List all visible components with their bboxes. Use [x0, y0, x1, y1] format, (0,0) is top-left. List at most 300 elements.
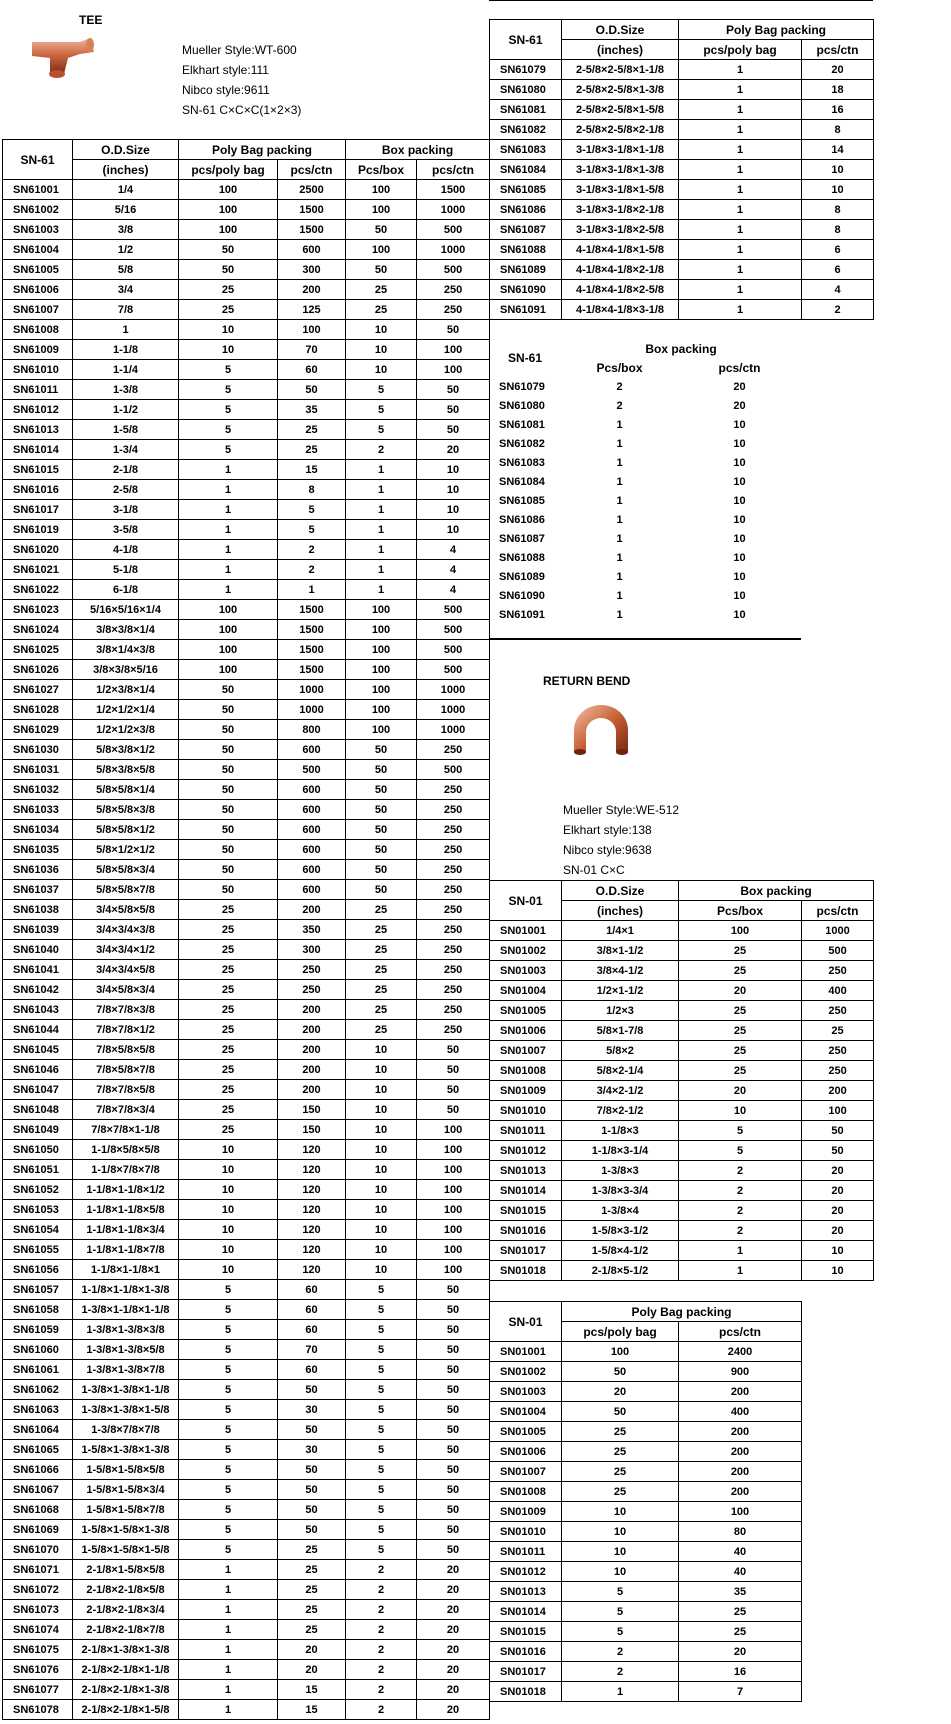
item-code: SN61089 [499, 570, 545, 583]
table-row [3, 1080, 490, 1100]
table-cell: 5 [346, 400, 417, 420]
table-row [3, 540, 490, 560]
header-pcs-ctn: pcs/ctn [679, 1322, 802, 1342]
header-pcs-poly-bag: pcs/poly bag [679, 40, 802, 60]
item-code: SN01011 [490, 1121, 562, 1141]
table-cell: 14 [802, 140, 874, 160]
table-cell: 600 [278, 240, 346, 260]
table-cell: 30 [278, 1440, 346, 1460]
table-row [490, 1041, 874, 1061]
header-pcs-ctn: pcs/ctn [802, 40, 874, 60]
table-row [3, 720, 490, 740]
table-cell: 10 [179, 1140, 278, 1160]
item-code: SN61039 [3, 920, 73, 940]
table-cell: 600 [278, 800, 346, 820]
table-cell: 1-1/8×3-1/4 [562, 1141, 679, 1161]
item-code: SN61002 [3, 200, 73, 220]
table-cell: 1 [679, 180, 802, 200]
table-row [3, 1020, 490, 1040]
table-cell: 20 [417, 1560, 490, 1580]
table-cell: 10 [179, 1200, 278, 1220]
table-row [3, 520, 490, 540]
item-code: SN61061 [3, 1360, 73, 1380]
table-cell: 1 [179, 540, 278, 560]
table-row [489, 510, 801, 529]
table-row [490, 1201, 874, 1221]
table-cell: 50 [802, 1141, 874, 1161]
table-cell: 100 [179, 180, 278, 200]
table-cell: 120 [278, 1220, 346, 1240]
table-cell: 15 [278, 1680, 346, 1700]
table-cell: 35 [278, 400, 346, 420]
table-cell: 1 [679, 1241, 802, 1261]
table-cell: 100 [417, 1180, 490, 1200]
table-cell: 5 [179, 1360, 278, 1380]
table-cell: 1 [179, 520, 278, 540]
table-cell: 1 [679, 220, 802, 240]
table-row [3, 460, 490, 480]
table-cell: 5 [179, 1280, 278, 1300]
table-cell: 5 [179, 1480, 278, 1500]
item-code: SN01007 [490, 1462, 562, 1482]
table-cell: 10 [733, 532, 746, 545]
item-code: SN61043 [3, 1000, 73, 1020]
table-cell: 500 [802, 941, 874, 961]
item-code: SN61090 [490, 280, 562, 300]
table-row [3, 1260, 490, 1280]
table-cell: 5 [346, 1360, 417, 1380]
table-cell: 1 [679, 260, 802, 280]
table-cell: 10 [733, 551, 746, 564]
return-bend-fitting-image [570, 702, 632, 758]
table-cell: 5/8×5/8×1/4 [73, 780, 179, 800]
table-cell: 25 [679, 1021, 802, 1041]
table-cell: 5/8×2-1/4 [562, 1061, 679, 1081]
header-poly-bag-packing: Poly Bag packing [179, 140, 346, 160]
table-row [3, 1400, 490, 1420]
table-cell: 2 [616, 399, 623, 412]
table-cell: 3/8×4-1/2 [562, 961, 679, 981]
table-cell: 250 [417, 920, 490, 940]
table-cell: 10 [179, 1160, 278, 1180]
table-cell: 5 [346, 420, 417, 440]
table-cell: 800 [278, 720, 346, 740]
table-cell: 2-1/8 [73, 460, 179, 480]
table-cell: 50 [346, 840, 417, 860]
table-cell: 10 [179, 320, 278, 340]
table-cell: 125 [278, 300, 346, 320]
table-cell: 10 [733, 437, 746, 450]
table-cell: 500 [417, 620, 490, 640]
table-row [3, 1560, 490, 1580]
table-cell: 2 [346, 1580, 417, 1600]
table-cell: 100 [179, 200, 278, 220]
table-row [3, 1040, 490, 1060]
header-pcs-poly-bag: pcs/poly bag [179, 160, 278, 180]
item-code: SN61060 [3, 1340, 73, 1360]
table-cell: 80 [679, 1522, 802, 1542]
table-cell: 50 [179, 840, 278, 860]
item-code: SN61084 [490, 160, 562, 180]
tee-fitting-image [28, 30, 96, 82]
item-code: SN61035 [3, 840, 73, 860]
table-row [490, 60, 874, 80]
table-cell: 25 [346, 940, 417, 960]
table-cell: 25 [179, 1100, 278, 1120]
table-row [3, 920, 490, 940]
table-cell: 600 [278, 880, 346, 900]
table-cell: 50 [179, 240, 278, 260]
table-cell: 1000 [278, 680, 346, 700]
table-cell: 5/8×5/8×3/4 [73, 860, 179, 880]
table-cell: 1-1/8 [73, 340, 179, 360]
table-cell: 5 [179, 1320, 278, 1340]
table-cell: 50 [417, 400, 490, 420]
table-cell: 25 [562, 1442, 679, 1462]
table-cell: 50 [417, 380, 490, 400]
table-cell: 3/8 [73, 220, 179, 240]
item-code: SN01010 [490, 1522, 562, 1542]
table-cell: 600 [278, 740, 346, 760]
table-cell: 300 [278, 260, 346, 280]
tee-nibco-style: Nibco style:9611 [182, 83, 270, 97]
table-cell: 50 [179, 800, 278, 820]
table-cell: 10 [346, 1240, 417, 1260]
table-cell: 50 [417, 1360, 490, 1380]
table-cell: 1 [346, 540, 417, 560]
table-cell: 3-1/8 [73, 500, 179, 520]
item-code: SN61062 [3, 1380, 73, 1400]
table-cell: 500 [417, 640, 490, 660]
table-cell: 50 [179, 820, 278, 840]
table-cell: 100 [346, 700, 417, 720]
table-cell: 1-5/8×1-5/8×1-5/8 [73, 1540, 179, 1560]
table-cell: 1 [616, 551, 623, 564]
item-code: SN61016 [3, 480, 73, 500]
header-inches: (inches) [562, 901, 679, 921]
table-cell: 3-5/8 [73, 520, 179, 540]
table-cell: 100 [417, 1220, 490, 1240]
table-row [3, 320, 490, 340]
table-cell: 10 [802, 160, 874, 180]
table-cell: 120 [278, 1140, 346, 1160]
table-cell: 1-3/8×1-3/8×7/8 [73, 1360, 179, 1380]
item-code: SN61036 [3, 860, 73, 880]
item-code: SN01016 [490, 1642, 562, 1662]
table-row [490, 1001, 874, 1021]
table-cell: 1 [679, 80, 802, 100]
item-code: SN01017 [490, 1241, 562, 1261]
item-code: SN61074 [3, 1620, 73, 1640]
table-row [490, 1061, 874, 1081]
item-code: SN61046 [3, 1060, 73, 1080]
table-row [3, 1340, 490, 1360]
table-cell: 7/8×7/8×3/4 [73, 1100, 179, 1120]
table-row [3, 420, 490, 440]
table-cell: 30 [278, 1400, 346, 1420]
header-box-packing: Box packing [679, 881, 874, 901]
table-cell: 50 [346, 820, 417, 840]
table-row [490, 1642, 802, 1662]
table-cell: 10 [733, 494, 746, 507]
table-row [3, 1060, 490, 1080]
table-cell: 200 [278, 280, 346, 300]
table-cell: 7/8 [73, 300, 179, 320]
item-code: SN61069 [3, 1520, 73, 1540]
table-row [490, 1141, 874, 1161]
item-code: SN61021 [3, 560, 73, 580]
table-cell: 25 [179, 1120, 278, 1140]
table-cell: 1 [679, 280, 802, 300]
table-cell: 50 [562, 1362, 679, 1382]
table-cell: 20 [679, 981, 802, 1001]
table-cell: 3/4×3/4×3/8 [73, 920, 179, 940]
table-row [3, 1700, 490, 1720]
table-row [3, 880, 490, 900]
tee-large-poly-table [489, 19, 874, 320]
table-cell: 50 [417, 1080, 490, 1100]
item-code: SN61015 [3, 460, 73, 480]
table-cell: 5 [346, 1500, 417, 1520]
item-code: SN61038 [3, 900, 73, 920]
table-cell: 250 [417, 980, 490, 1000]
table-cell: 5/8×2 [562, 1041, 679, 1061]
table-cell: 2-1/8×2-1/8×3/4 [73, 1600, 179, 1620]
table-cell: 25 [278, 1560, 346, 1580]
table-cell: 100 [179, 220, 278, 240]
tee-title: TEE [79, 13, 103, 27]
table-cell: 1-3/8×1-1/8×1-1/8 [73, 1300, 179, 1320]
table-cell: 1 [679, 240, 802, 260]
table-row [3, 1160, 490, 1180]
table-cell: 8 [802, 200, 874, 220]
table-row [3, 1640, 490, 1660]
table-row [490, 1362, 802, 1382]
table-cell: 2 [346, 1640, 417, 1660]
item-code: SN01001 [490, 1342, 562, 1362]
table-row [3, 1100, 490, 1120]
table-cell: 1-1/8×5/8×5/8 [73, 1140, 179, 1160]
table-cell: 100 [179, 660, 278, 680]
table-cell: 5/8×3/8×5/8 [73, 760, 179, 780]
item-code: SN61050 [3, 1140, 73, 1160]
table-cell: 50 [417, 420, 490, 440]
header-pcs-ctn: pcs/ctn [417, 160, 490, 180]
item-code: SN61040 [3, 940, 73, 960]
table-cell: 20 [417, 1600, 490, 1620]
table-row [490, 981, 874, 1001]
header-box-packing: Box packing [346, 140, 490, 160]
item-code: SN61047 [3, 1080, 73, 1100]
table-cell: 10 [346, 1140, 417, 1160]
table-cell: 7/8×7/8×1/2 [73, 1020, 179, 1040]
item-code: SN61079 [499, 380, 545, 393]
table-cell: 5 [179, 380, 278, 400]
table-cell: 10 [346, 1080, 417, 1100]
item-code: SN61048 [3, 1100, 73, 1120]
header-inches: (inches) [562, 40, 679, 60]
table-cell: 1 [679, 140, 802, 160]
table-row [490, 220, 874, 240]
table-cell: 25 [679, 941, 802, 961]
table-cell: 50 [346, 780, 417, 800]
table-row [3, 980, 490, 1000]
table-row [3, 400, 490, 420]
table-cell: 10 [346, 1180, 417, 1200]
table-cell: 3/8×3/8×5/16 [73, 660, 179, 680]
table-cell: 20 [417, 1640, 490, 1660]
table-cell: 5 [346, 1420, 417, 1440]
rb-connection-type: SN-01 C×C [563, 863, 625, 877]
table-cell: 25 [179, 1060, 278, 1080]
table-row [490, 260, 874, 280]
table-cell: 5 [562, 1582, 679, 1602]
box-table-rule [489, 638, 801, 640]
table-cell: 1-5/8×1-5/8×1-3/8 [73, 1520, 179, 1540]
table-cell: 1/2 [73, 240, 179, 260]
table-cell: 25 [179, 960, 278, 980]
table-cell: 50 [417, 1400, 490, 1420]
table-cell: 250 [802, 961, 874, 981]
table-cell: 25 [679, 1602, 802, 1622]
item-code: SN61013 [3, 420, 73, 440]
table-cell: 5 [179, 1500, 278, 1520]
item-code: SN61009 [3, 340, 73, 360]
table-cell: 1 [179, 1640, 278, 1660]
table-cell: 25 [179, 1040, 278, 1060]
item-code: SN01012 [490, 1141, 562, 1161]
table-row [489, 529, 801, 548]
item-code: SN01003 [490, 961, 562, 981]
table-cell: 10 [733, 456, 746, 469]
table-cell: 1/2×1-1/2 [562, 981, 679, 1001]
table-cell: 200 [679, 1442, 802, 1462]
item-code: SN61055 [3, 1240, 73, 1260]
table-cell: 1-3/4 [73, 440, 179, 460]
table-cell: 25 [278, 1580, 346, 1600]
table-cell: 100 [179, 640, 278, 660]
table-cell: 20 [417, 1680, 490, 1700]
table-cell: 25 [346, 280, 417, 300]
table-cell: 1 [346, 460, 417, 480]
table-row [3, 1180, 490, 1200]
table-cell: 5 [679, 1141, 802, 1161]
item-code: SN61072 [3, 1580, 73, 1600]
item-code: SN01003 [490, 1382, 562, 1402]
table-cell: 5 [179, 1380, 278, 1400]
table-cell: 1000 [417, 200, 490, 220]
table-cell: 50 [346, 220, 417, 240]
item-code: SN01006 [490, 1021, 562, 1041]
table-cell: 10 [179, 1220, 278, 1240]
table-cell: 10 [733, 589, 746, 602]
table-cell: 1/4×1 [562, 921, 679, 941]
table-cell: 1 [179, 1680, 278, 1700]
table-cell: 60 [278, 1360, 346, 1380]
table-cell: 1-5/8×1-5/8×3/4 [73, 1480, 179, 1500]
table-cell: 10 [346, 360, 417, 380]
item-code: SN61081 [499, 418, 545, 431]
table-row [490, 1502, 802, 1522]
table-cell: 50 [417, 320, 490, 340]
table-cell: 1 [179, 1580, 278, 1600]
table-row [489, 491, 801, 510]
table-cell: 1-1/8×1-1/8×7/8 [73, 1240, 179, 1260]
table-cell: 100 [346, 660, 417, 680]
tee-main-table [2, 139, 490, 1720]
table-cell: 3/8×3/8×1/4 [73, 620, 179, 640]
table-cell: 20 [802, 1181, 874, 1201]
table-cell: 250 [802, 1041, 874, 1061]
table-cell: 2-1/8×1-5/8×5/8 [73, 1560, 179, 1580]
header-pcs-box: Pcs/box [596, 360, 643, 375]
table-cell: 25 [179, 1020, 278, 1040]
rb-nibco-style: Nibco style:9638 [563, 843, 652, 857]
table-cell: 120 [278, 1200, 346, 1220]
table-cell: 5 [179, 420, 278, 440]
item-code: SN61004 [3, 240, 73, 260]
table-cell: 1 [179, 580, 278, 600]
item-code: SN61085 [490, 180, 562, 200]
table-cell: 1 [346, 560, 417, 580]
table-cell: 8 [802, 120, 874, 140]
table-cell: 5/16 [73, 200, 179, 220]
table-cell: 1-5/8×4-1/2 [562, 1241, 679, 1261]
table-cell: 1-3/8×1-3/8×3/8 [73, 1320, 179, 1340]
table-row [490, 1542, 802, 1562]
tee-elkhart-style: Elkhart style:111 [182, 63, 269, 77]
item-code: SN01018 [490, 1682, 562, 1702]
table-row [3, 1480, 490, 1500]
table-cell: 3-1/8×3-1/8×2-5/8 [562, 220, 679, 240]
table-cell: 250 [278, 980, 346, 1000]
table-row [3, 440, 490, 460]
table-cell: 5 [346, 1380, 417, 1400]
table-cell: 25 [562, 1482, 679, 1502]
item-code: SN01018 [490, 1261, 562, 1281]
table-cell: 50 [346, 860, 417, 880]
table-row [3, 1000, 490, 1020]
table-cell: 5/8×5/8×3/8 [73, 800, 179, 820]
table-cell: 1500 [278, 200, 346, 220]
table-cell: 500 [417, 220, 490, 240]
table-row [3, 1220, 490, 1240]
header-od-size: O.D.Size [562, 20, 679, 40]
table-cell: 50 [179, 680, 278, 700]
table-cell: 50 [417, 1040, 490, 1060]
table-cell: 3/4×5/8×5/8 [73, 900, 179, 920]
table-cell: 250 [417, 880, 490, 900]
header-pcs-ctn: pcs/ctn [802, 901, 874, 921]
table-row [490, 1562, 802, 1582]
table-row [3, 220, 490, 240]
table-row [3, 1200, 490, 1220]
table-cell: 50 [417, 1420, 490, 1440]
item-code: SN01004 [490, 981, 562, 1001]
table-row [3, 900, 490, 920]
table-cell: 20 [417, 1580, 490, 1600]
table-cell: 250 [417, 1000, 490, 1020]
item-code: SN61080 [490, 80, 562, 100]
header-pcs-ctn: pcs/ctn [278, 160, 346, 180]
item-code: SN01014 [490, 1602, 562, 1622]
table-cell: 25 [346, 1020, 417, 1040]
table-cell: 250 [278, 960, 346, 980]
table-cell: 5 [179, 1460, 278, 1480]
table-cell: 500 [417, 600, 490, 620]
table-cell: 10 [562, 1562, 679, 1582]
table-cell: 1/2×3 [562, 1001, 679, 1021]
